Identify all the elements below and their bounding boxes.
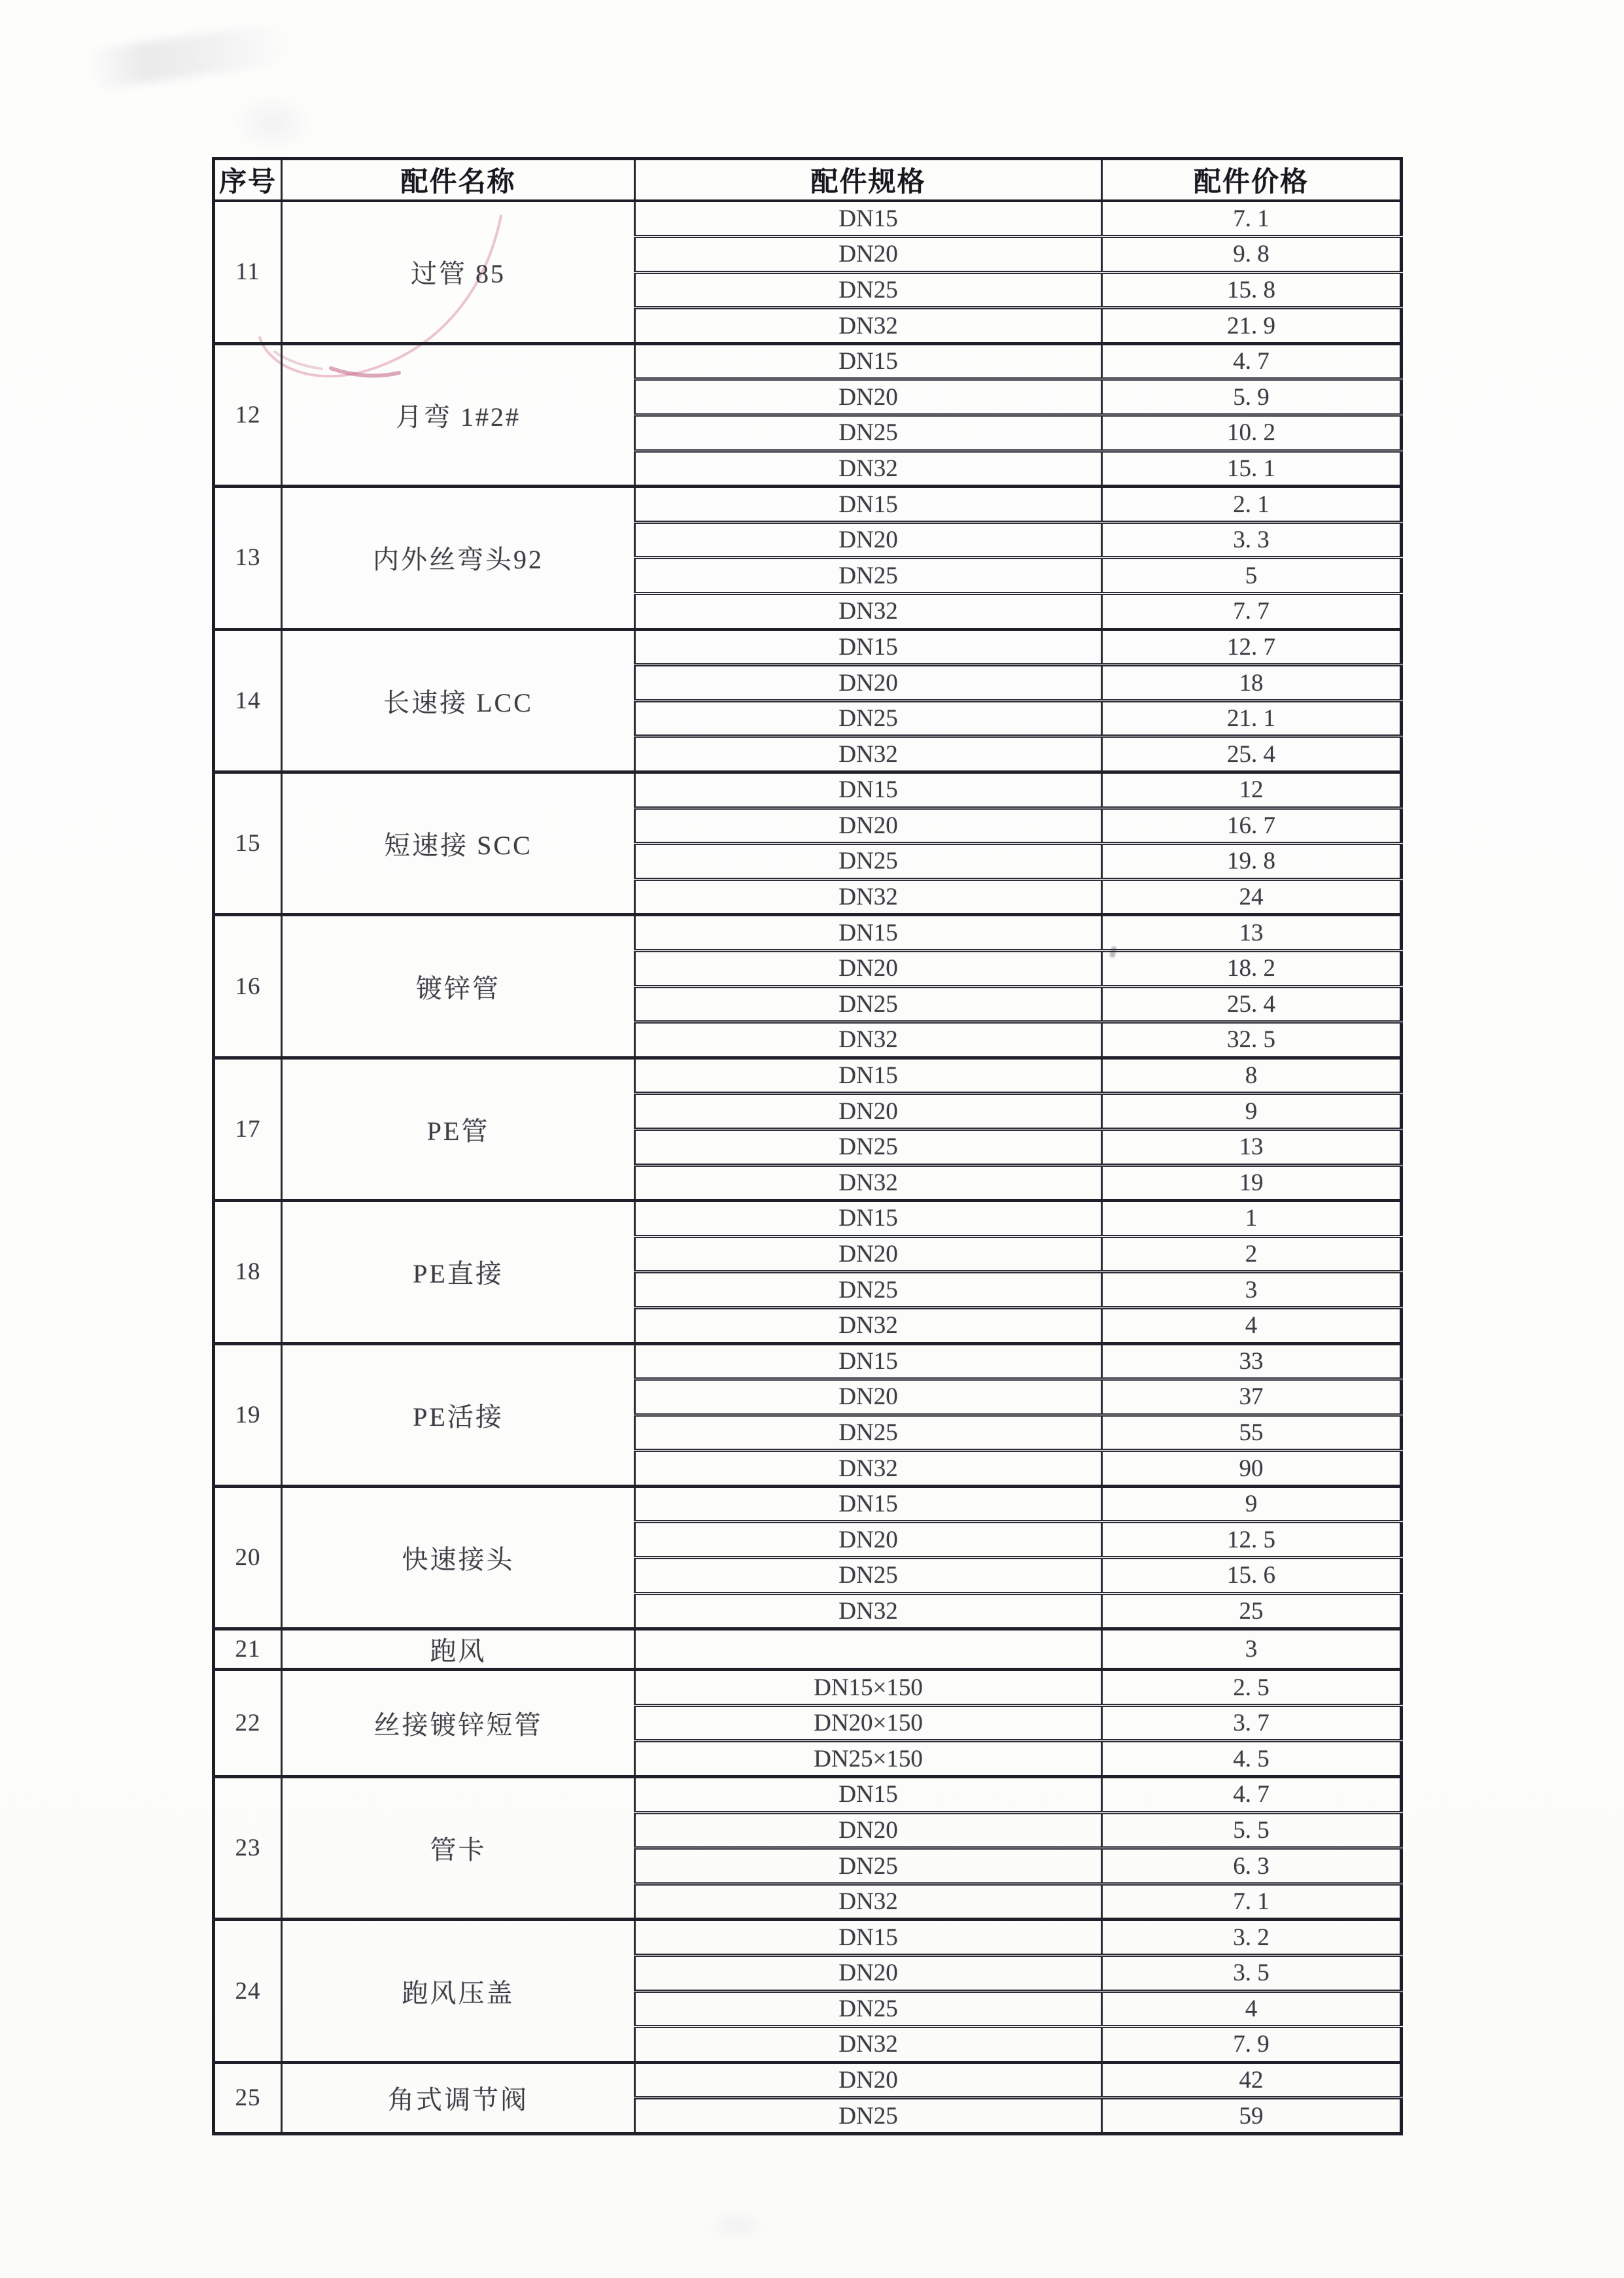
- spec-cell: DN32: [635, 1451, 1102, 1487]
- table-row: [214, 772, 1402, 808]
- serial-cell: 15: [214, 772, 282, 915]
- price-cell: 15. 1: [1102, 451, 1402, 487]
- spec-cell: DN20: [635, 950, 1102, 986]
- spec-cell: DN32: [635, 1022, 1102, 1058]
- spec-cell: DN32: [635, 1884, 1102, 1920]
- spec-cell: DN15: [635, 1343, 1102, 1379]
- price-cell: 1: [1102, 1201, 1402, 1237]
- price-cell: 15. 6: [1102, 1558, 1402, 1594]
- spec-cell: DN15: [635, 1486, 1102, 1522]
- name-cell: 角式调节阀: [282, 2062, 635, 2133]
- name-cell: 跑风: [282, 1629, 635, 1670]
- spec-cell: DN20: [635, 379, 1102, 415]
- price-cell: 25: [1102, 1593, 1402, 1629]
- price-cell: 9: [1102, 1486, 1402, 1522]
- spec-cell: DN15: [635, 915, 1102, 951]
- spec-cell: DN32: [635, 1593, 1102, 1629]
- serial-cell: 17: [214, 1058, 282, 1200]
- spec-cell: DN20: [635, 2062, 1102, 2098]
- spec-cell: DN15: [635, 772, 1102, 808]
- table-row: [214, 1920, 1402, 1956]
- serial-cell: 24: [214, 1920, 282, 2062]
- serial-cell: 13: [214, 487, 282, 629]
- name-cell: 月弯 1#2#: [282, 343, 635, 486]
- name-cell: 长速接 LCC: [282, 629, 635, 772]
- table-row: [214, 487, 1402, 523]
- serial-cell: 21: [214, 1629, 282, 1670]
- table-header: [214, 159, 1402, 201]
- table-row: [214, 1486, 1402, 1522]
- spec-cell: DN25: [635, 1558, 1102, 1594]
- spec-cell: DN25: [635, 700, 1102, 736]
- spec-cell: DN32: [635, 879, 1102, 915]
- header-part-name: 配件名称: [282, 159, 635, 201]
- price-cell: 7. 7: [1102, 594, 1402, 630]
- spec-cell: DN25×150: [635, 1741, 1102, 1777]
- spec-cell: DN25: [635, 272, 1102, 308]
- price-cell: 55: [1102, 1415, 1402, 1451]
- name-cell: 管卡: [282, 1777, 635, 1920]
- name-cell: 短速接 SCC: [282, 772, 635, 915]
- price-cell: 3. 5: [1102, 1956, 1402, 1992]
- spec-cell: DN15: [635, 629, 1102, 665]
- price-cell: 2. 1: [1102, 487, 1402, 523]
- price-cell: 10. 2: [1102, 415, 1402, 451]
- price-cell: 25. 4: [1102, 986, 1402, 1022]
- name-cell: PE管: [282, 1058, 635, 1200]
- table-row: [214, 2062, 1402, 2098]
- price-cell: 16. 7: [1102, 808, 1402, 844]
- spec-cell: DN20: [635, 808, 1102, 844]
- price-cell: 6. 3: [1102, 1848, 1402, 1884]
- price-cell: 18: [1102, 665, 1402, 701]
- serial-cell: 16: [214, 915, 282, 1058]
- price-cell: 13: [1102, 1129, 1402, 1165]
- spec-cell: DN20: [635, 1956, 1102, 1992]
- price-cell: 21. 1: [1102, 700, 1402, 736]
- spec-cell: DN20: [635, 665, 1102, 701]
- price-cell: 25. 4: [1102, 736, 1402, 772]
- spec-cell: [635, 1629, 1102, 1670]
- spec-cell: DN25: [635, 415, 1102, 451]
- serial-cell: 22: [214, 1670, 282, 1777]
- price-cell: 21. 9: [1102, 308, 1402, 344]
- parts-price-table: [212, 157, 1403, 2135]
- spec-cell: DN20: [635, 1236, 1102, 1272]
- grey-smudge-bottom: [705, 2209, 768, 2242]
- spec-cell: DN25: [635, 2098, 1102, 2134]
- spec-cell: DN15: [635, 343, 1102, 379]
- spec-cell: DN32: [635, 736, 1102, 772]
- table-row: [214, 343, 1402, 379]
- price-cell: 4. 7: [1102, 1777, 1402, 1813]
- spec-cell: DN15: [635, 201, 1102, 237]
- serial-cell: 18: [214, 1201, 282, 1343]
- spec-cell: DN32: [635, 308, 1102, 344]
- spec-cell: DN20: [635, 237, 1102, 273]
- price-cell: 3. 2: [1102, 1920, 1402, 1956]
- table-row: [214, 915, 1402, 951]
- spec-cell: DN25: [635, 986, 1102, 1022]
- price-cell: 12. 5: [1102, 1522, 1402, 1558]
- spec-cell: DN20: [635, 1522, 1102, 1558]
- serial-cell: 23: [214, 1777, 282, 1920]
- header-serial: 序号: [214, 159, 282, 201]
- name-cell: 内外丝弯头92: [282, 487, 635, 629]
- spec-cell: DN25: [635, 558, 1102, 594]
- spec-cell: DN15: [635, 1920, 1102, 1956]
- spec-cell: DN32: [635, 1165, 1102, 1201]
- name-cell: 丝接镀锌短管: [282, 1670, 635, 1777]
- spec-cell: DN32: [635, 2027, 1102, 2063]
- price-cell: 2: [1102, 1236, 1402, 1272]
- price-cell: 7. 1: [1102, 1884, 1402, 1920]
- price-cell: 2. 5: [1102, 1670, 1402, 1706]
- price-cell: 42: [1102, 2062, 1402, 2098]
- price-cell: 9. 8: [1102, 237, 1402, 273]
- price-cell: 4: [1102, 1307, 1402, 1343]
- price-cell: 5: [1102, 558, 1402, 594]
- spec-cell: DN15: [635, 1201, 1102, 1237]
- price-cell: 5. 9: [1102, 379, 1402, 415]
- spec-cell: DN20: [635, 522, 1102, 558]
- name-cell: 过管 85: [282, 201, 635, 343]
- table-row: [214, 629, 1402, 665]
- price-cell: 7. 1: [1102, 201, 1402, 237]
- header-part-price: 配件价格: [1102, 159, 1402, 201]
- price-cell: 3: [1102, 1272, 1402, 1308]
- name-cell: 跑风压盖: [282, 1920, 635, 2062]
- spec-cell: DN25: [635, 844, 1102, 880]
- price-cell: 24: [1102, 879, 1402, 915]
- table-row: [214, 1201, 1402, 1237]
- spec-cell: DN20: [635, 1379, 1102, 1415]
- spec-cell: DN32: [635, 594, 1102, 630]
- spec-cell: DN32: [635, 451, 1102, 487]
- spec-cell: DN20: [635, 1094, 1102, 1130]
- price-cell: 18. 2: [1102, 950, 1402, 986]
- name-cell: PE直接: [282, 1201, 635, 1343]
- price-cell: 9: [1102, 1094, 1402, 1130]
- price-cell: 7. 9: [1102, 2027, 1402, 2063]
- name-cell: PE活接: [282, 1343, 635, 1486]
- spec-cell: DN15: [635, 1777, 1102, 1813]
- spec-cell: DN25: [635, 1415, 1102, 1451]
- price-cell: 13: [1102, 915, 1402, 951]
- name-cell: 快速接头: [282, 1486, 635, 1629]
- price-cell: 12: [1102, 772, 1402, 808]
- serial-cell: 25: [214, 2062, 282, 2133]
- spec-cell: DN25: [635, 1848, 1102, 1884]
- serial-cell: 14: [214, 629, 282, 772]
- pencil-smudge-top-left: [83, 22, 296, 91]
- spec-cell: DN20: [635, 1812, 1102, 1848]
- price-cell: 3. 3: [1102, 522, 1402, 558]
- table-row: [214, 201, 1402, 237]
- price-cell: 37: [1102, 1379, 1402, 1415]
- spec-cell: DN25: [635, 1272, 1102, 1308]
- price-cell: 19. 8: [1102, 844, 1402, 880]
- table-row: [214, 1670, 1402, 1706]
- spec-cell: DN15: [635, 1058, 1102, 1094]
- spec-cell: DN25: [635, 1129, 1102, 1165]
- price-cell: 4. 7: [1102, 343, 1402, 379]
- table-row: [214, 1343, 1402, 1379]
- serial-cell: 11: [214, 201, 282, 343]
- name-cell: 镀锌管: [282, 915, 635, 1058]
- price-cell: 8: [1102, 1058, 1402, 1094]
- price-cell: 12. 7: [1102, 629, 1402, 665]
- header-row: [214, 159, 1402, 201]
- price-cell: 33: [1102, 1343, 1402, 1379]
- table-row: [214, 1629, 1402, 1670]
- header-part-spec: 配件规格: [635, 159, 1102, 201]
- spec-cell: DN15×150: [635, 1670, 1102, 1706]
- price-cell: 59: [1102, 2098, 1402, 2134]
- serial-cell: 20: [214, 1486, 282, 1629]
- price-cell: 19: [1102, 1165, 1402, 1201]
- spec-cell: DN20×150: [635, 1705, 1102, 1741]
- serial-cell: 19: [214, 1343, 282, 1486]
- price-cell: 4: [1102, 1991, 1402, 2027]
- grey-smudge-upper: [230, 93, 315, 153]
- table-row: [214, 1058, 1402, 1094]
- price-cell: 15. 8: [1102, 272, 1402, 308]
- price-cell: 32. 5: [1102, 1022, 1402, 1058]
- spec-cell: DN32: [635, 1307, 1102, 1343]
- price-cell: 90: [1102, 1451, 1402, 1487]
- price-cell: 3: [1102, 1629, 1402, 1670]
- spec-cell: DN15: [635, 487, 1102, 523]
- table-row: [214, 1777, 1402, 1813]
- price-cell: 5. 5: [1102, 1812, 1402, 1848]
- parts-table-body: [214, 201, 1402, 2133]
- serial-cell: 12: [214, 343, 282, 486]
- price-cell: 4. 5: [1102, 1741, 1402, 1777]
- price-cell: 3. 7: [1102, 1705, 1402, 1741]
- spec-cell: DN25: [635, 1991, 1102, 2027]
